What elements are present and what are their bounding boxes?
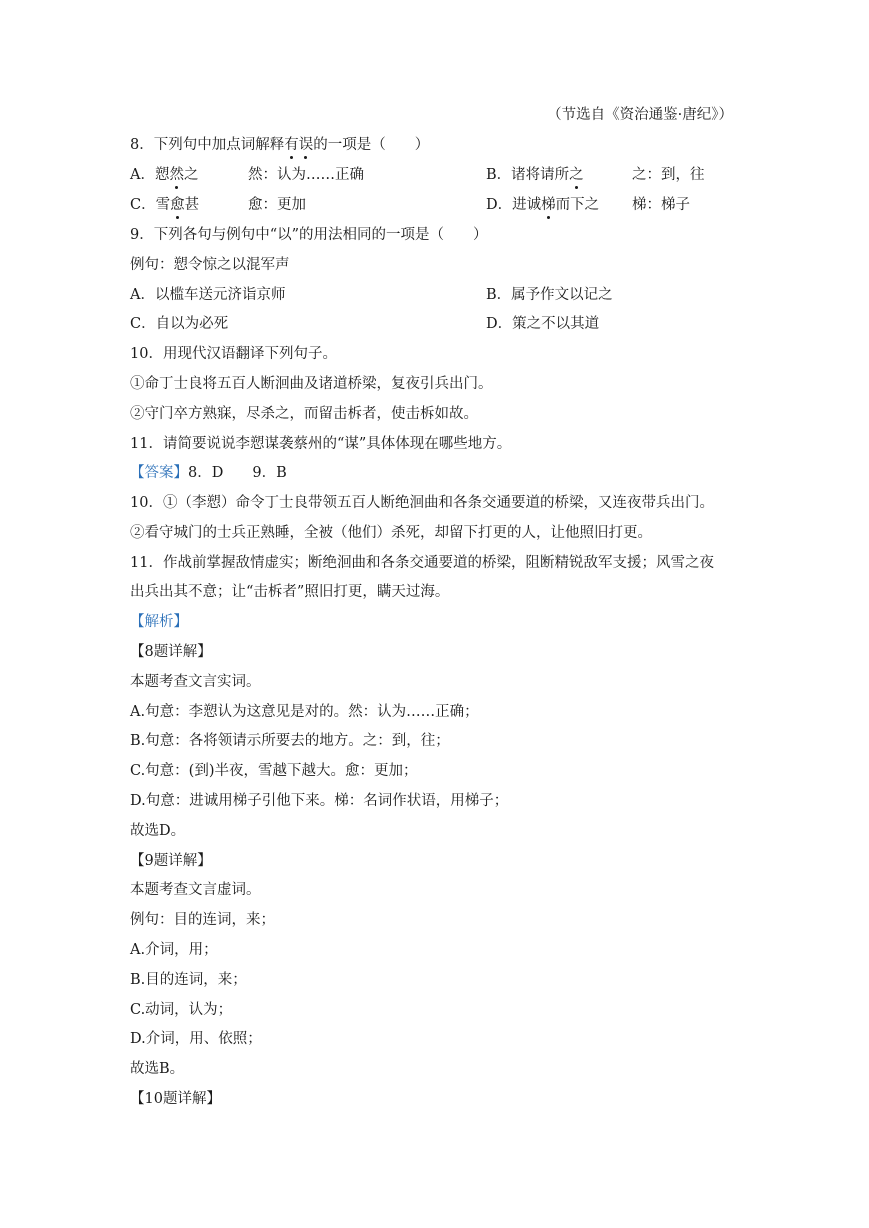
q9-stem: 9．下列各句与例句中“以”的用法相同的一项是（ ） [130,227,488,243]
q8-option-b-gloss: 之：到，往 [632,167,705,183]
analysis-8-line: 故选D。 [130,823,186,839]
answer-tag: 【答案】 [130,465,188,481]
q8-option-d-gloss: 梯：梯子 [632,197,690,213]
q10-sentence-2: ②守门卒方熟寐，尽杀之，而留击柝者，使击柝如故。 [130,406,478,422]
q9-option-d: D．策之不以其道 [486,316,600,332]
q8-option-b: B．诸将请所之 [486,167,584,183]
answer-10-line-1: 10．①（李愬）命令丁士良带领五百人断绝洄曲和各条交通要道的桥梁，又连夜带兵出门。 [130,495,714,511]
q10-sentence-1: ①命丁士良将五百人断洄曲及诸道桥梁，复夜引兵出门。 [130,376,493,392]
q9-option-b: B．属予作文以记之 [486,287,613,303]
q10-stem: 10．用现代汉语翻译下列句子。 [130,346,337,362]
analysis-8-line: C.句意：(到)半夜，雪越下越大。愈：更加； [130,763,418,779]
analysis-tag: 【解析】 [130,614,188,630]
analysis-8-line: A.句意：李愬认为这意见是对的。然：认为……正确； [130,704,479,720]
analysis-9-line: B.目的连词，来； [130,972,247,988]
analysis-9-line: 本题考查文言虚词。 [130,882,261,898]
analysis-9-line: A.介词，用； [130,942,218,958]
q8-option-d: D．进诚梯而下之 [486,197,600,213]
analysis-9-line: 例句：目的连词，来； [130,912,275,928]
analysis-8-heading: 【8题详解】 [130,644,212,660]
analysis-10-heading: 【10题详解】 [130,1091,221,1107]
q8-option-c-gloss: 愈：更加 [248,197,306,213]
source-citation: （节选自《资治通鉴·唐纪》） [547,107,733,123]
answer-11-line-1: 11．作战前掌握敌情虚实；断绝洄曲和各条交通要道的桥梁，阻断精锐敌军支援；风雪之夜 [130,555,714,571]
q11-stem: 11．请简要说说李愬谋袭蔡州的“谋”具体体现在哪些地方。 [130,436,512,452]
analysis-9-line: 故选B。 [130,1061,185,1077]
q9-option-c: C．自以为必死 [130,316,229,332]
analysis-8-line: B.句意：各将领请示所要去的地方。之：到，往； [130,733,450,749]
analysis-9-line: D.介词，用、依照； [130,1031,262,1047]
q9-example: 例句：愬令惊之以混军声 [130,257,290,273]
q8-option-a: A．愬然之 [130,167,199,183]
q8-stem: 8．下列句中加点词解释有误的一项是（ ） [130,137,430,153]
q8-option-c: C．雪愈甚 [130,197,200,213]
answer-10-line-2: ②看守城门的士兵正熟睡，全被（他们）杀死，却留下打更的人，让他照旧打更。 [130,525,652,541]
analysis-9-line: C.动词，认为； [130,1002,233,1018]
analysis-8-line: 本题考查文言实词。 [130,674,261,690]
q8-option-a-gloss: 然：认为……正确 [248,167,364,183]
analysis-8-line: D.句意：进诚用梯子引他下来。梯：名词作状语，用梯子； [130,793,509,809]
answer-11-line-2: 出兵出其不意；让“击柝者”照旧打更，瞒天过海。 [130,584,450,600]
answer-line: 【答案】8．D 9．B [130,465,287,481]
analysis-9-heading: 【9题详解】 [130,853,212,869]
q9-option-a: A．以槛车送元济诣京师 [130,287,286,303]
